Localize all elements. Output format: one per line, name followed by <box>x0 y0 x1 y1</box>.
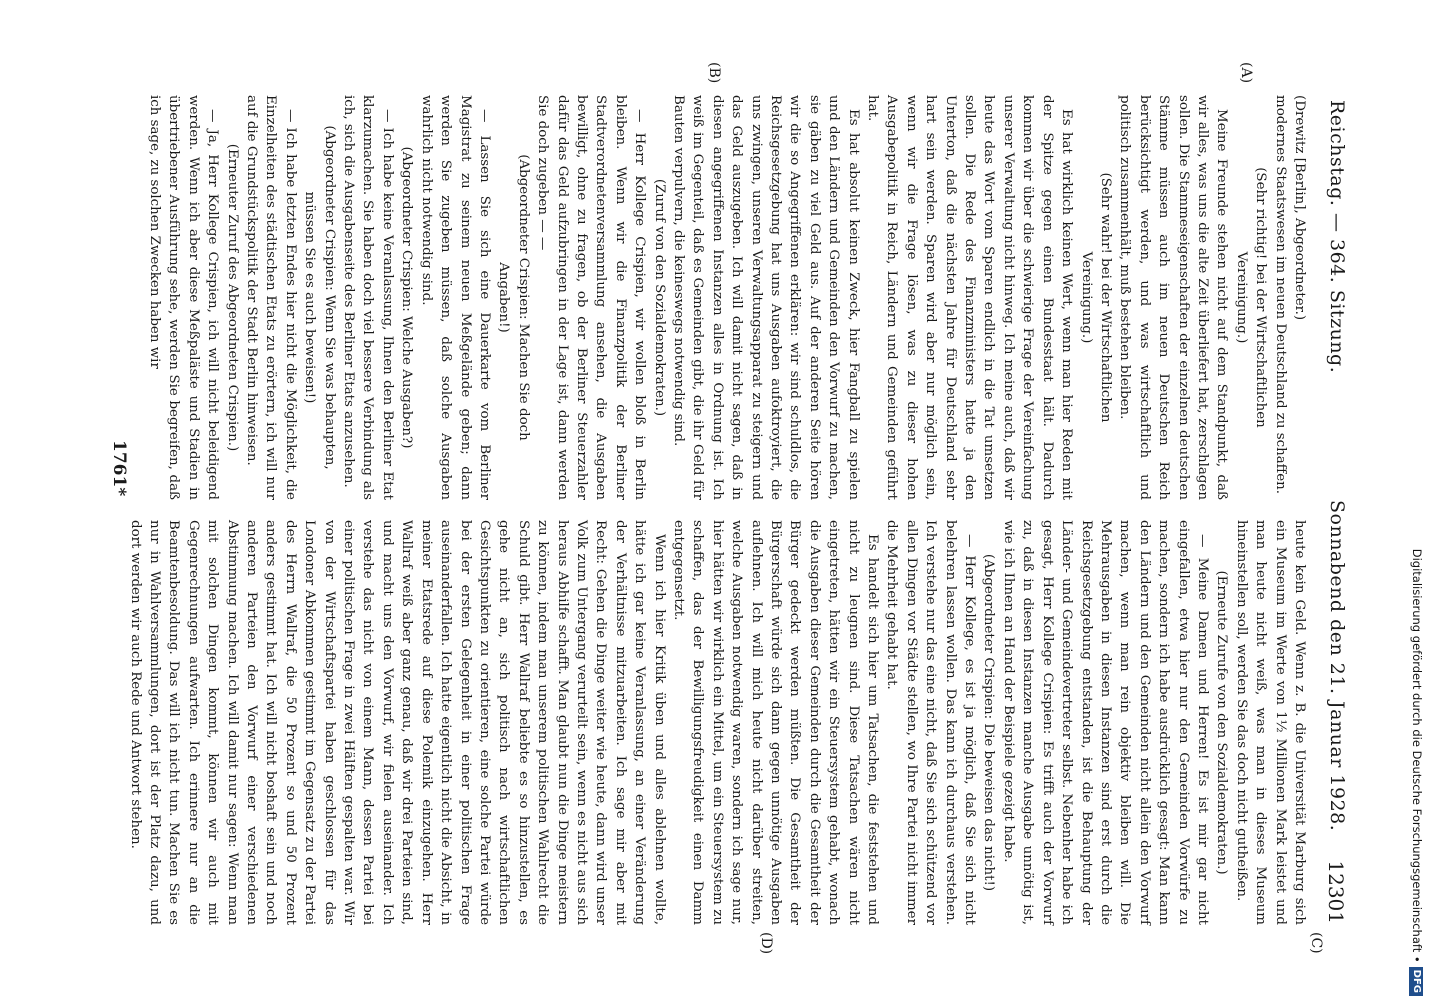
paragraph: Es hat absolut keinen Zweck, hier Fangball zu spielen und den Ländern und Gemeinden den Vorwurf zu machen, sie gäben zu viel Geld aus. Auf der anderen Seite hören wir die so Angegriffenen erklären: wir sind schuldlos, die Reichsgesetzgebung hat uns Ausgaben aufoktroyiert, die uns zwingen, unseren Verwaltungsapparat zu steigern und das Geld auszugeben. Ich will damit nicht sagen, daß in diesen angegriffenen Instanzen alles in Ordnung ist. Ich weiß im Gegenteil, daß es Gemeinden gibt, die ihr Geld für Bauten verpulvern, die keineswegs notwendig sind. <box>671 95 861 500</box>
paragraph: modernes Staatswesen im neuen Deutschland zu schaffen. <box>1272 95 1288 494</box>
paragraph: Meine Freunde stehen nicht auf dem Standpunkt, daß wir alles, was uns die alte Zeit überliefert hat, zerschlagen sollen. Die Stammeseigenschaften der einzelnen deutschen Stämme müssen auch im neuen Deutschen Reich berücksichtigt werden, und was wirtschaftlich und politisch zusammenhält, muß bestehen bleiben. <box>1117 95 1230 500</box>
interjection: (Zuruf von den Sozialdemokraten.) <box>651 178 667 417</box>
paragraph: — Ich habe letzten Endes hier nicht die Möglichkeit, die Einzelheiten des städtischen Etats zu erörtern, ich will nur auf die Grundstückspolitik der Stadt Berlin hinweisen. <box>244 95 298 500</box>
funding-credit-text: Digitalisierung gefördert durch die Deutsche Forschungsgemeinschaft • <box>1410 548 1424 963</box>
sheet-number: 1761* <box>109 440 129 497</box>
interjection: (Abgeordneter Crispien: Die beweisen das nicht!) <box>981 553 997 892</box>
margin-marker-b: (B) <box>706 62 722 84</box>
speaker-line: (Drewitz [Berlin], Abgeordneter.) <box>1292 95 1307 321</box>
margin-marker-a: (A) <box>1238 62 1254 84</box>
interjection: (Abgeordneter Crispien: Machen Sie doch Angaben!) <box>496 154 531 441</box>
paragraph: — Herr Kollege, es ist ja möglich, daß Sie sich nicht belehren lassen wollen. Das kann ich durchaus verstehen. Ich verstehe nur das eine nicht, daß Sie sich schützend vor allen Dingen vor Städte stellen, wo Ihre Partei nicht immer die Mehrheit gehabt hat. <box>884 520 978 925</box>
dfg-logo-icon: DFG <box>1410 967 1424 996</box>
right-column <box>125 520 1309 925</box>
paragraph: heute kein Geld. Wenn z. B. die Universität Marburg sich ein Museum im Werte von 1½ Millionen Mark leistet und man heute nicht weiß, was man in dieses Museum hineinstellen soll, werden Sie das doch nicht gutheißen. <box>1233 520 1307 925</box>
header-session: Reichstag. — 364. Sitzung. <box>1326 100 1348 374</box>
paragraph: Es handelt sich hier um Tatsachen, die feststehen und nicht zu leugnen sind. Diese Tatsachen wären nicht eingetreten, hätten wir ein Steuersystem gehabt, wonach die Ausgaben dieser Gemeinden durch die Gesamtheit der Bürger gedeckt werden müßten. Die Gesamtheit der Bürgerschaft würde sich dann gegen unnötige Ausgaben auflehnen. Ich will mich heute nicht darüber streiten, welche Ausgaben notwendig waren, sondern ich sage nur, hier hätten wir wirklich ein Mittel, um ein Steuersystem zu schaffen, das der Bewilligungsfreudigkeit einen Damm entgegensetzt. <box>671 520 881 925</box>
page-number: 12301 <box>1324 860 1348 924</box>
paragraph: — Meine Damen und Herren! Es ist mir gar nicht eingefallen, etwa hier nur den Gemeinden Vorwürfe zu machen, sondern ich habe ausdrücklich gesagt: Man kann den Ländern und den Gemeinden nicht allein den Vorwurf machen, wenn man rein objektiv bleiben will. Die Mehrausgaben in diesen Instanzen sind erst durch die Reichsgesetzgebung entstanden, ist die Behauptung der Länder- und Gemeindevertreter selbst. Nebenher habe ich gesagt, Herr Kollege Crispien: Es trifft auch der Vorwurf zu, daß in diesen Instanzen manche Ausgabe unnötig ist, wie ich Ihnen an Hand der Beispiele gezeigt habe. <box>1000 520 1210 925</box>
interjection: (Erneuter Zuruf des Abgeordneten Crispien.) <box>224 143 240 452</box>
interjection: (Sehr richtig! bei der Wirtschaftlichen Vereinigung.) <box>1233 167 1269 428</box>
paragraph: — Herr Kollege Crispien, wir wollen bloß in Berlin bleiben. Wenn wir die Finanzpolitik der Berliner Stadtverordnetenversammlung ansehen, die Ausgaben bewilligt, ohne zu fragen, ob der Berliner Steuerzahler dafür das Geld aufzubringen in der Lage ist, dann werden Sie doch zugeben — — <box>535 95 648 500</box>
paragraph: — Ja, Herr Kollege Crispien, ich will nicht beleidigend werden. Wenn ich aber diese Meßpaläste und Stadien in übertriebener Ausführung sehe, werden Sie begreifen, daß ich sage, zu solchen Zwecken haben wir <box>147 95 221 500</box>
interjection: (Erneute Zurufe von den Sozialdemokraten.) <box>1214 570 1230 875</box>
paragraph: Wenn ich hier Kritik üben und alles ablehnen wollte, hätte ich gar keine Veranlassung, an einer Veränderung der Verhältnisse mitzuarbeiten. Ich sage mir aber mit Recht: Gehen die Dinge weiter wie heute, dann wird unser Volk zum Untergang verurteilt sein, wenn es nicht aus sich heraus Abhilfe schafft. Man glaubt nun die Dinge meistern zu können, indem man unserem politischen Wahlrecht die Schuld gibt. Herr Wallraf beliebte es so hinzustellen, es gehe nicht an, sich politisch nach wirtschaftlichen Gesichtspunkten zu orientieren, eine solche Partei würde bei der ersten Gelegenheit in einer politischen Frage auseinanderfallen. Ich hatte eigentlich nicht die Absicht, in meiner Etatsrede auf diese Polemik einzugehen. Herr Wallraf weiß aber ganz genau, daß wir drei Parteien sind, und macht uns den Vorwurf, wir fielen auseinander. Ich verstehe das nicht von einem Mann, dessen Partei bei einer politischen Frage in zwei Hälften gespalten war. Wir von der Wirtschaftspartei haben geschlossen für das Londoner Abkommen gestimmt im Gegensatz zu der Partei des Herrn Wallraf, die 50 Prozent so und 50 Prozent anders gestimmt hat. Ich will nicht boshaft sein und noch anderen Parteien den Vorwurf einer verschiedenen Abstimmung machen. Ich will damit nur sagen: Wenn man mit solchen Dingen kommt, können wir auch mit Gegenrechnungen aufwarten. Ich erinnere nur an die Beamtenbesoldung. Das will ich nicht tun. Machen Sie es nur in Wahlversammlungen, dort ist der Platz dazu, und dort werden wir auch Rede und Antwort stehen. <box>127 520 667 925</box>
interjection: (Abgeordneter Crispien: Wenn Sie was behaupten, müssen Sie es auch beweisen!) <box>302 125 337 470</box>
margin-marker-c: (C) <box>1308 932 1324 954</box>
interjection: (Abgeordneter Crispien: Welche Ausgaben?) <box>399 146 415 449</box>
header-date: Sonnabend den 21. Januar 1928. <box>1326 500 1348 832</box>
paragraph: — Ich habe keine Veranlassung, Ihnen den Berliner Etat klarzumachen. Sie haben doch viel bessere Verbindung als ich, sich die Ausgabenseite des Berliner Etats anzusehen. <box>341 95 395 500</box>
interjection: (Sehr wahr! bei der Wirtschaftlichen Vereinigung.) <box>1078 172 1113 423</box>
funding-credit <box>1404 6 1430 996</box>
paragraph: — Lassen Sie sich eine Dauerkarte vom Berliner Magistrat zu seinem neuen Meßgelände geben; dann werden Sie zugeben müssen, daß solche Ausgaben wahrlich nicht notwendig sind. <box>418 95 492 500</box>
running-header <box>1318 70 1348 930</box>
margin-marker-d: (D) <box>758 932 774 955</box>
left-column <box>145 95 1309 500</box>
paragraph: Es hat wirklich keinen Wert, wenn man hier Reden mit der Spitze gegen einen Bundesstaat hält. Dadurch kommen wir über die schwierige Frage der Vereinfachung unserer Verwaltung nicht hinweg. Ich meine auch, daß wir heute das Wort vom Sparen endlich in die Tat umsetzen sollen. Die Rede des Finanzministers hatte ja den Unterton, daß die nächsten Jahre für Deutschland sehr hart sein werden. Sparen wird aber nur möglich sein, wenn wir die Frage lösen, was zu dieser hohen Ausgabepolitik in Reich, Ländern und Gemeinden geführt hat. <box>865 95 1075 500</box>
